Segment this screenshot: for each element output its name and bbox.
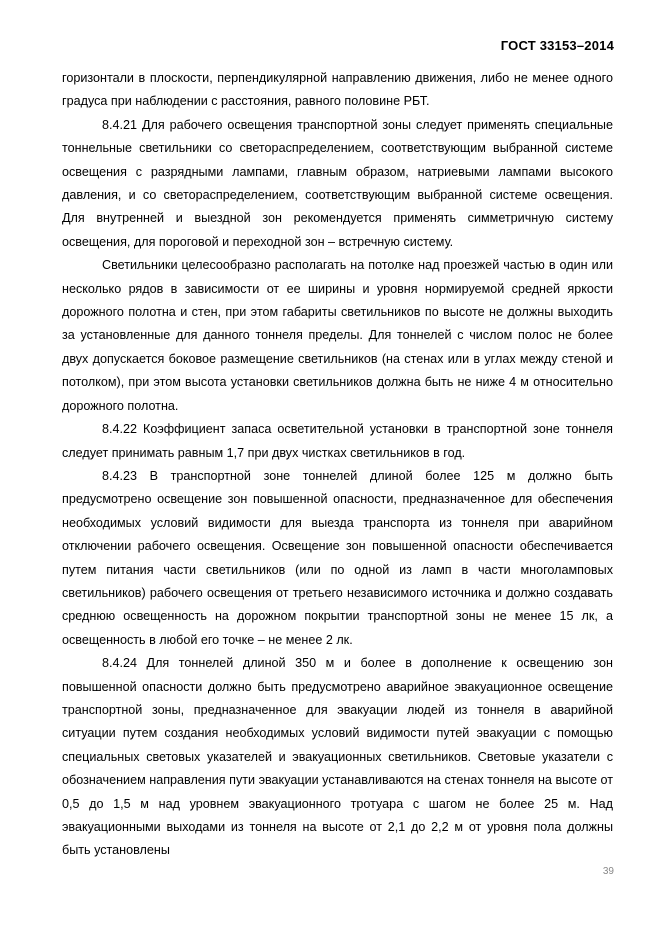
paragraph-luminaire-placement: Светильники целесообразно располагать на потолке над проезжей частью в один или несколько рядов в зависимости от ее ширины и уровня нормируемой средней яркости дорожного полотна и стен, при этом габариты светильников по высоте не должны выходить за установленные для данного тоннеля пределы. Для тоннелей с числом полос не более двух допускается боковое размещение светильников (на стенах или в углах между стеной и потолком), при этом высота установки светильников должна быть не ниже 4 м относительно дорожного полотна. (62, 258, 613, 413)
page-number: 39 (602, 866, 614, 874)
paragraph-8-4-22: 8.4.22 Коэффициент запаса осветительной установки в транспортной зоне тоннеля следует принимать равным 1,7 при двух чистках светильников в год. (62, 422, 613, 460)
document-body (62, 67, 613, 863)
document-header: ГОСТ 33153–2014 (500, 38, 614, 53)
paragraph-8-4-24: 8.4.24 Для тоннелей длиной 350 м и более в дополнение к освещению зон повышенной опасности должно быть предусмотрено аварийное эвакуационное освещение транспортной зоны, предназначенное для эвакуации людей из тоннеля в аварийной ситуации путем создания необходимых условий видимости путей эвакуации с помощью специальных световых указателей и эвакуационных светильников. Световые указатели с обозначением направления пути эвакуации устанавливаются на стенах тоннеля на высоте от 0,5 до 1,5 м над уровнем эвакуационного тротуара с шагом не более 25 м. Над эвакуационными выходами из тоннеля на высоте от 2,1 до 2,2 м от уровня пола должны быть установлены (62, 656, 613, 858)
paragraph-8-4-23: 8.4.23 В транспортной зоне тоннелей длиной более 125 м должно быть предусмотрено освещение зон повышенной опасности, предназначенное для обеспечения необходимых условий видимости для выезда транспорта из тоннеля при аварийном отключении рабочего освещения. Освещение зон повышенной опасности обеспечивается путем питания части светильников (или по одной из ламп в части многоламповых светильников) рабочего освещения от третьего независимого источника и должно создавать среднюю освещенность на дорожном покрытии транспортной зоны не менее 15 лк, а освещенность в любой его точке – не менее 2 лк. (62, 468, 613, 647)
paragraph-continuation: горизонтали в плоскости, перпендикулярной направлению движения, либо не менее одного градуса при наблюдении с расстояния, равного половине РБТ. (62, 71, 613, 109)
paragraph-8-4-21: 8.4.21 Для рабочего освещения транспортной зоны следует применять специальные тоннельные светильники со светораспределением, соответствующим выбранной системе освещения с разрядными лампами, главным образом, натриевыми лампами высокого давления, и со светораспределением, соответствующим выбранной системе освещения. Для внутренней и выездной зон рекомендуется применять симметричную систему освещения, для пороговой и переходной зон – встречную систему. (62, 117, 613, 249)
